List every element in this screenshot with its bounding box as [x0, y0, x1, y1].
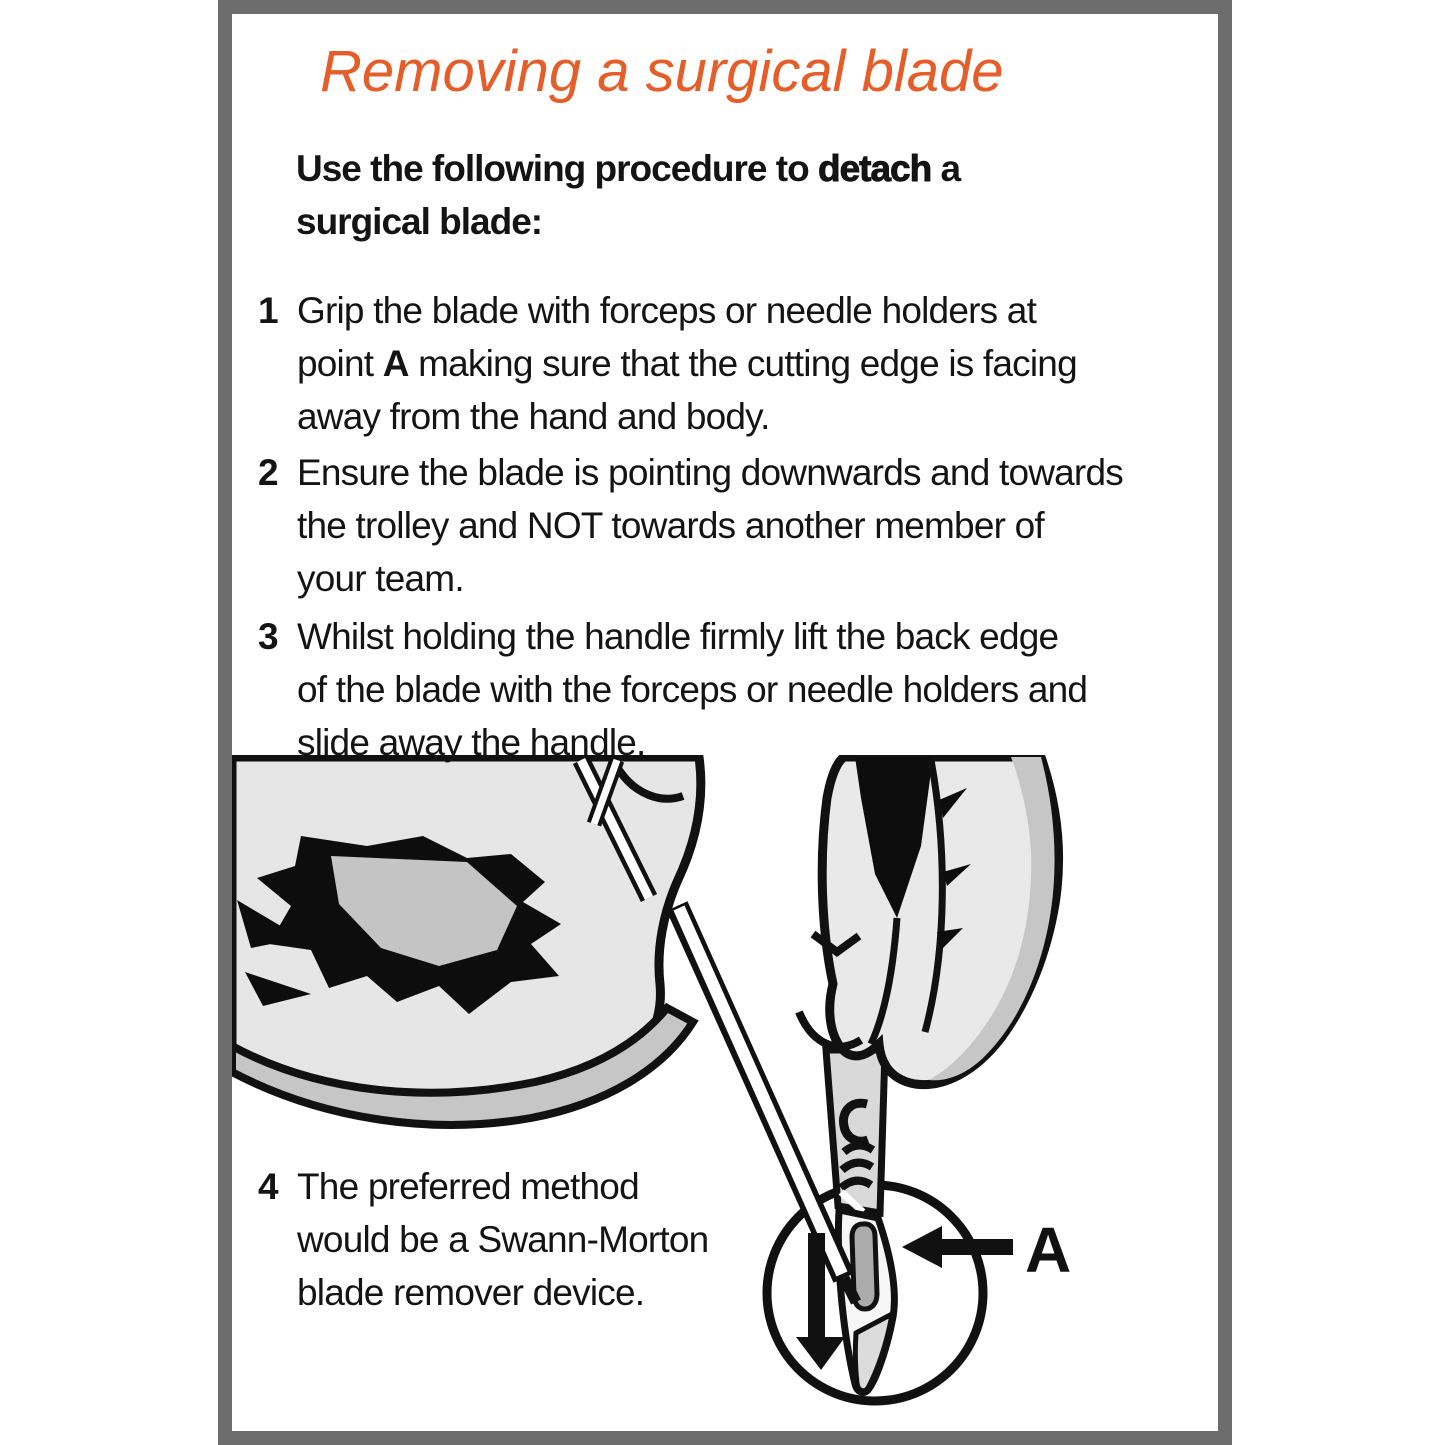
intro-line-1: Use the following procedure to detach a	[296, 148, 961, 189]
step-number: 2	[258, 452, 278, 493]
page-frame	[218, 0, 1232, 1445]
step-number: 4	[258, 1166, 278, 1207]
point-a-label: A	[1025, 1214, 1072, 1286]
intro-line-2: surgical blade:	[296, 201, 543, 242]
illustration-svg	[232, 755, 1212, 1431]
step-item-3	[258, 610, 1087, 769]
step-item-2	[258, 446, 1123, 605]
point-a-reference: A	[382, 343, 409, 384]
right-hand	[799, 757, 1059, 1085]
step-text: Grip the blade with forceps or needle holders at point A making sure that the cutting edge is facing away from the hand and body.	[297, 290, 1077, 437]
page-title: Removing a surgical blade	[320, 39, 1004, 104]
left-hand	[232, 757, 701, 1125]
step-number: 3	[258, 616, 278, 657]
step-text: Whilst holding the handle firmly lift the back edge of the blade with the forceps or needle holders and slide away the handle.	[297, 616, 1088, 763]
step-text: The preferred method would be a Swann-Morton blade remover device.	[297, 1166, 709, 1313]
step-item-1	[258, 284, 1077, 443]
step-number: 1	[258, 290, 278, 331]
step-item-4	[258, 1160, 708, 1319]
detach-emphasis: detach	[817, 148, 932, 189]
intro-paragraph	[296, 142, 960, 248]
step-text: Ensure the blade is pointing downwards and towards the trolley and NOT towards another member of your team.	[297, 452, 1123, 599]
